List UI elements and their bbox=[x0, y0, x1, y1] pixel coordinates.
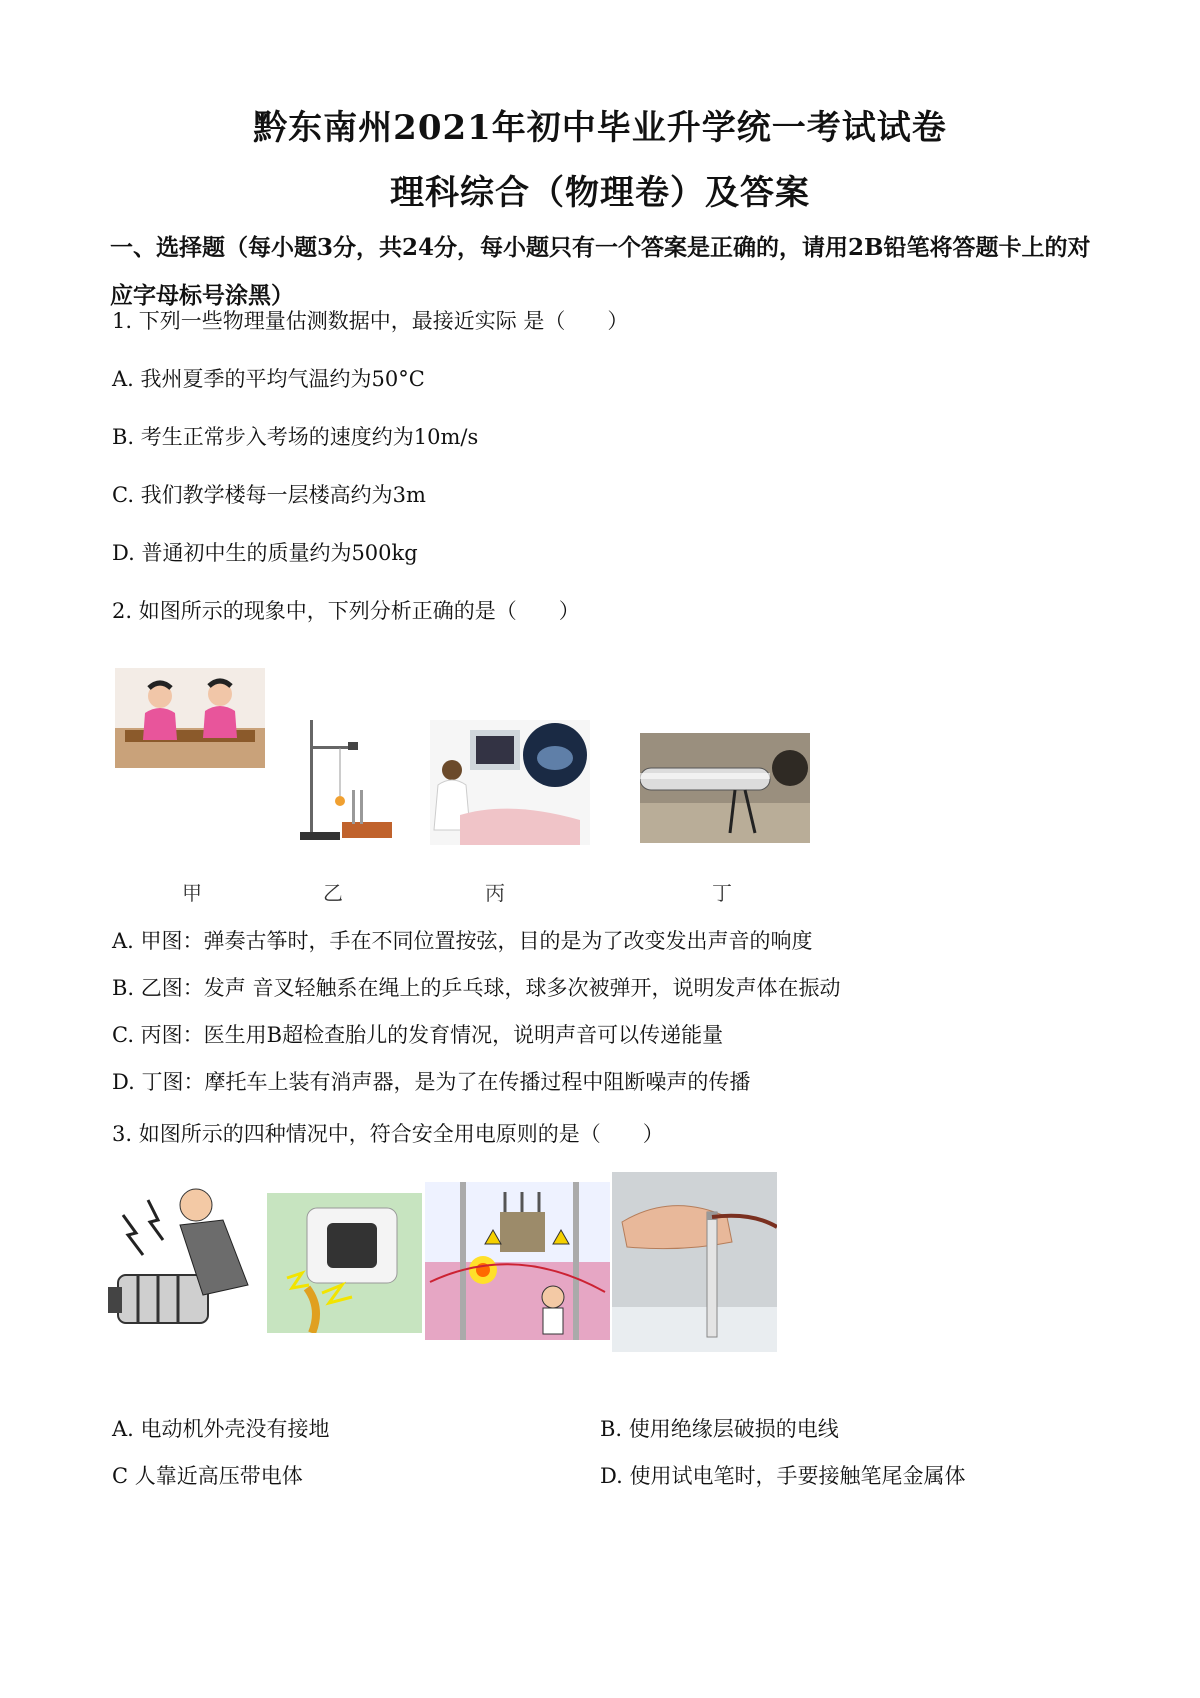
caption-jia: 甲 bbox=[182, 881, 202, 905]
motor-image bbox=[108, 1175, 266, 1333]
question-1-option-a: A. 我州夏季的平均气温约为50°C bbox=[112, 367, 425, 391]
caption-bing: 丙 bbox=[485, 881, 505, 905]
question-3-stem: 3. 如图所示的四种情况中，符合安全用电原则的是（ ） bbox=[112, 1122, 664, 1146]
muffler-image bbox=[640, 733, 810, 843]
page-title: 黔东南州2021年初中毕业升学统一考试试卷 bbox=[253, 108, 947, 148]
question-1-option-c: C. 我们教学楼每一层楼高约为3m bbox=[112, 483, 426, 507]
question-1-option-b: B. 考生正常步入考场的速度约为10m/s bbox=[112, 425, 479, 449]
question-3-option-a: A. 电动机外壳没有接地 bbox=[112, 1417, 330, 1441]
question-2-stem: 2. 如图所示的现象中，下列分析正确的是（ ） bbox=[112, 599, 580, 623]
test-pen-image bbox=[612, 1172, 777, 1352]
ultrasound-image bbox=[430, 720, 590, 845]
tuning-fork-image bbox=[300, 720, 400, 840]
caption-ding: 丁 bbox=[712, 881, 732, 905]
question-3-option-c: C 人靠近高压带电体 bbox=[112, 1464, 303, 1488]
question-2-option-c: C. 丙图：医生用B超检查胎儿的发育情况，说明声音可以传递能量 bbox=[112, 1023, 724, 1047]
section-heading: 一、选择题（每小题3分，共24分，每小题只有一个答案是正确的，请用2B铅笔将答题卡上的对应字母标号涂黑） bbox=[110, 234, 1091, 309]
question-3-option-b: B. 使用绝缘层破损的电线 bbox=[600, 1417, 839, 1441]
question-1-option-d: D. 普通初中生的质量约为500kg bbox=[112, 541, 418, 565]
high-voltage-image bbox=[425, 1182, 610, 1340]
question-2-option-a: A. 甲图：弹奏古筝时，手在不同位置按弦，目的是为了改变发出声音的响度 bbox=[112, 929, 813, 953]
question-2-option-d: D. 丁图：摩托车上装有消声器，是为了在传播过程中阻断噪声的传播 bbox=[112, 1070, 751, 1094]
caption-yi: 乙 bbox=[323, 881, 343, 905]
question-1-stem: 1. 下列一些物理量估测数据中，最接近实际 是（ ） bbox=[112, 309, 629, 333]
page-subtitle: 理科综合（物理卷）及答案 bbox=[390, 173, 810, 213]
guzheng-image bbox=[115, 668, 265, 768]
question-3-option-d: D. 使用试电笔时，手要接触笔尾金属体 bbox=[600, 1464, 966, 1488]
damaged-plug-image bbox=[267, 1193, 422, 1333]
question-2-option-b: B. 乙图：发声 音叉轻触系在绳上的乒乓球，球多次被弹开，说明发声体在振动 bbox=[112, 976, 841, 1000]
